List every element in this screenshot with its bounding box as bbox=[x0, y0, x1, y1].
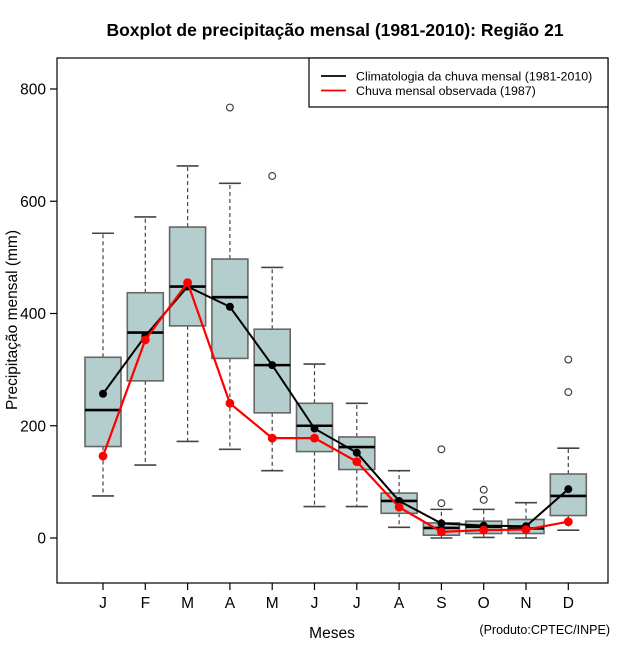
observed-point bbox=[183, 278, 192, 287]
boxplot-box bbox=[85, 357, 121, 446]
observed-point bbox=[522, 525, 531, 534]
observed-point bbox=[395, 503, 404, 512]
y-tick-label: 0 bbox=[37, 530, 46, 548]
chart-title: Boxplot de precipitação mensal (1981-2010): Região 21 bbox=[106, 20, 564, 40]
x-tick-label: J bbox=[99, 595, 107, 612]
y-tick-label: 400 bbox=[20, 306, 46, 323]
y-axis-label: Precipitação mensal (mm) bbox=[4, 229, 21, 411]
y-tick-label: 200 bbox=[20, 418, 46, 436]
climatology-point bbox=[311, 425, 319, 433]
observed-point bbox=[437, 527, 446, 536]
y-tick-label: 800 bbox=[20, 81, 46, 99]
outlier-point bbox=[269, 173, 276, 180]
observed-point bbox=[99, 452, 108, 461]
credit-label: (Produto:CPTEC/INPE) bbox=[479, 623, 610, 637]
observed-point bbox=[226, 399, 235, 408]
observed-point bbox=[564, 517, 573, 526]
outlier-point bbox=[438, 446, 445, 453]
legend bbox=[309, 58, 608, 107]
x-tick-label: A bbox=[224, 595, 236, 612]
outlier-point bbox=[480, 496, 487, 503]
climatology-point bbox=[268, 361, 276, 369]
outlier-point bbox=[565, 389, 572, 396]
observed-point bbox=[310, 434, 319, 443]
outlier-point bbox=[565, 356, 572, 363]
observed-point bbox=[141, 335, 150, 344]
outlier-point bbox=[227, 104, 234, 111]
x-axis-label: Meses bbox=[309, 625, 355, 642]
climatology-point bbox=[99, 390, 107, 398]
x-tick-label: A bbox=[393, 595, 405, 612]
observed-point bbox=[479, 526, 488, 535]
x-tick-label: M bbox=[181, 595, 195, 612]
outlier-point bbox=[438, 500, 445, 507]
y-tick-label: 600 bbox=[20, 193, 46, 211]
x-tick-label: S bbox=[436, 595, 447, 612]
legend-observed-label: Chuva mensal observada (1987) bbox=[356, 84, 536, 98]
climatology-point bbox=[437, 519, 445, 527]
x-tick-label: F bbox=[140, 595, 151, 612]
boxplot-box bbox=[254, 329, 290, 413]
climatology-point bbox=[564, 485, 572, 493]
climatology-point bbox=[226, 303, 234, 311]
observed-point bbox=[268, 434, 277, 443]
x-tick-label: D bbox=[562, 595, 574, 612]
x-tick-label: J bbox=[352, 595, 361, 612]
x-tick-label: J bbox=[310, 595, 319, 612]
x-tick-label: O bbox=[477, 595, 490, 612]
x-tick-label: M bbox=[265, 595, 279, 612]
x-tick-label: N bbox=[520, 595, 532, 612]
legend-climatology-label: Climatologia da chuva mensal (1981-2010) bbox=[356, 69, 593, 84]
climatology-point bbox=[353, 449, 361, 457]
outlier-point bbox=[480, 486, 487, 493]
boxplot-box bbox=[170, 227, 206, 326]
observed-point bbox=[352, 457, 361, 466]
